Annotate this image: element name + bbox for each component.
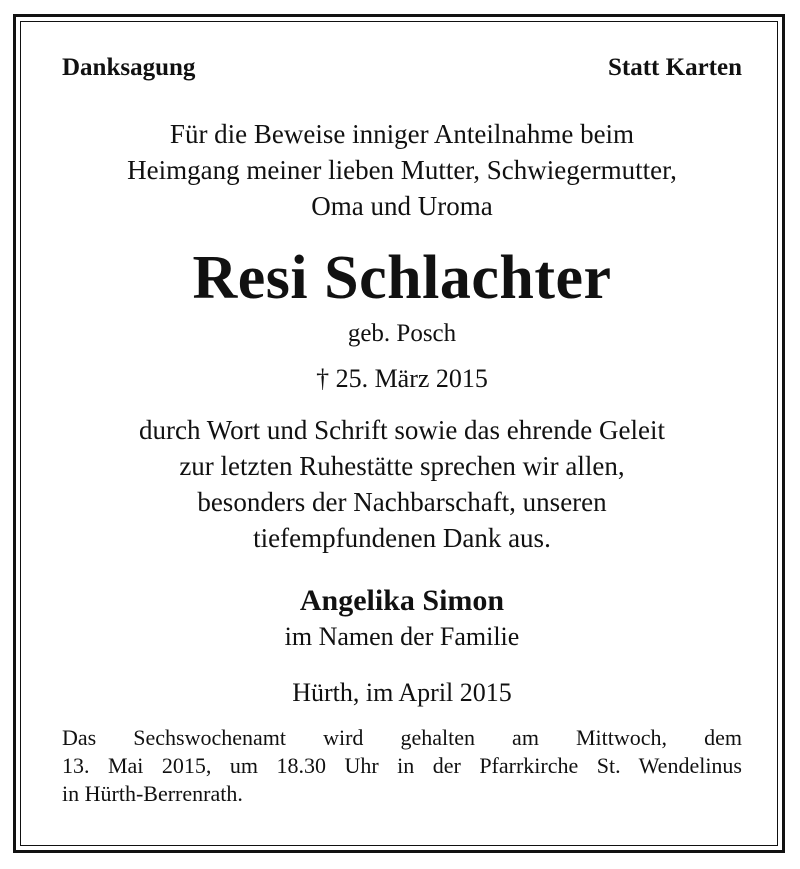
place-date: Hürth, im April 2015 [292,678,512,707]
thanks-line: durch Wort und Schrift sowie das ehrende Geleit [139,415,665,445]
signer-name: Angelika Simon [299,584,505,617]
intro-line: Heimgang meiner lieben Mutter, Schwiegermutter, [127,155,677,185]
maiden-name: geb. Posch [347,320,457,347]
intro-text [62,116,742,224]
note-line: Das Sechswochenamt wird gehalten am Mittwoch, dem [62,725,742,750]
thanks-line: besonders der Nachbarschaft, unseren [197,487,607,517]
death-date: † 25. März 2015 [316,364,488,393]
signer-family: im Namen der Familie [284,622,520,651]
note-line: 13. Mai 2015, um 18.30 Uhr in der Pfarrkirche St. Wendelinus [62,753,742,778]
intro-line: Für die Beweise inniger Anteilnahme beim [169,119,635,149]
header-right: Statt Karten [608,54,742,81]
note-line: in Hürth-Berrenrath. [62,781,243,806]
obituary-card [62,50,742,808]
memorial-mass-note [62,724,742,808]
thanks-line: tiefempfundenen Dank aus. [253,523,551,553]
intro-line: Oma und Uroma [311,191,493,221]
header-row [62,50,742,86]
header-left: Danksagung [62,54,196,81]
deceased-name: Resi Schlachter [192,244,612,312]
thanks-line: zur letzten Ruhestätte sprechen wir allen, [179,451,625,481]
thanks-text [62,412,742,556]
